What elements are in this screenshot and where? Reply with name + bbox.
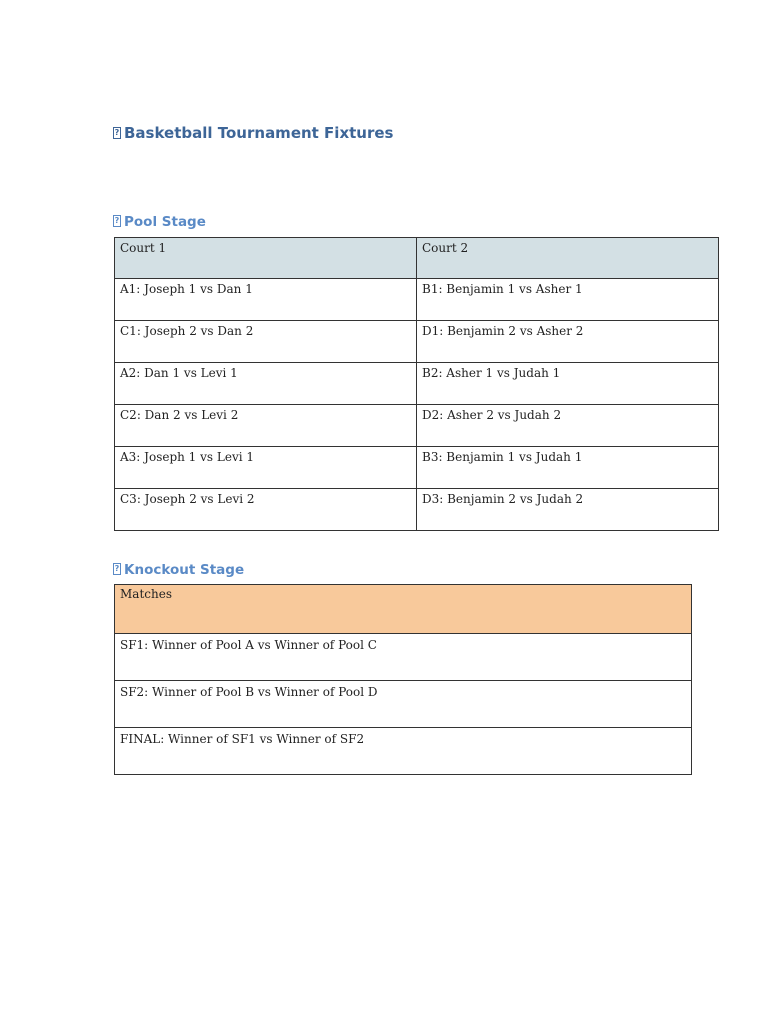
table-row <box>115 405 719 447</box>
knockout-stage-heading <box>113 562 244 578</box>
missing-glyph-icon <box>113 127 121 139</box>
missing-glyph-icon <box>113 563 121 575</box>
table-row <box>115 681 692 728</box>
table-cell: FINAL: Winner of SF1 vs Winner of SF2 <box>115 728 692 775</box>
table-header-row <box>115 238 719 279</box>
pool-stage-heading <box>113 214 206 230</box>
table-row <box>115 363 719 405</box>
table-cell: SF2: Winner of Pool B vs Winner of Pool D <box>115 681 692 728</box>
table-cell: C1: Joseph 2 vs Dan 2 <box>115 321 417 363</box>
table-row <box>115 489 719 531</box>
knockout-stage-table <box>114 584 692 775</box>
pool-stage-heading-text: Pool Stage <box>124 214 206 230</box>
table-cell: D3: Benjamin 2 vs Judah 2 <box>417 489 719 531</box>
column-header-court-2: Court 2 <box>417 238 719 279</box>
table-row <box>115 279 719 321</box>
table-header-row <box>115 585 692 634</box>
table-cell: D1: Benjamin 2 vs Asher 2 <box>417 321 719 363</box>
table-cell: D2: Asher 2 vs Judah 2 <box>417 405 719 447</box>
column-header-matches: Matches <box>115 585 692 634</box>
pool-stage-table <box>114 237 719 531</box>
table-cell: A1: Joseph 1 vs Dan 1 <box>115 279 417 321</box>
table-row <box>115 634 692 681</box>
table-cell: C3: Joseph 2 vs Levi 2 <box>115 489 417 531</box>
table-cell: B2: Asher 1 vs Judah 1 <box>417 363 719 405</box>
table-cell: B1: Benjamin 1 vs Asher 1 <box>417 279 719 321</box>
document-title <box>113 124 393 142</box>
table-cell: A2: Dan 1 vs Levi 1 <box>115 363 417 405</box>
table-cell: A3: Joseph 1 vs Levi 1 <box>115 447 417 489</box>
table-cell: B3: Benjamin 1 vs Judah 1 <box>417 447 719 489</box>
document-title-text: Basketball Tournament Fixtures <box>124 124 394 142</box>
table-row <box>115 321 719 363</box>
table-row <box>115 728 692 775</box>
table-row <box>115 447 719 489</box>
column-header-court-1: Court 1 <box>115 238 417 279</box>
knockout-stage-heading-text: Knockout Stage <box>124 562 245 578</box>
missing-glyph-icon <box>113 215 121 227</box>
table-cell: C2: Dan 2 vs Levi 2 <box>115 405 417 447</box>
table-cell: SF1: Winner of Pool A vs Winner of Pool C <box>115 634 692 681</box>
